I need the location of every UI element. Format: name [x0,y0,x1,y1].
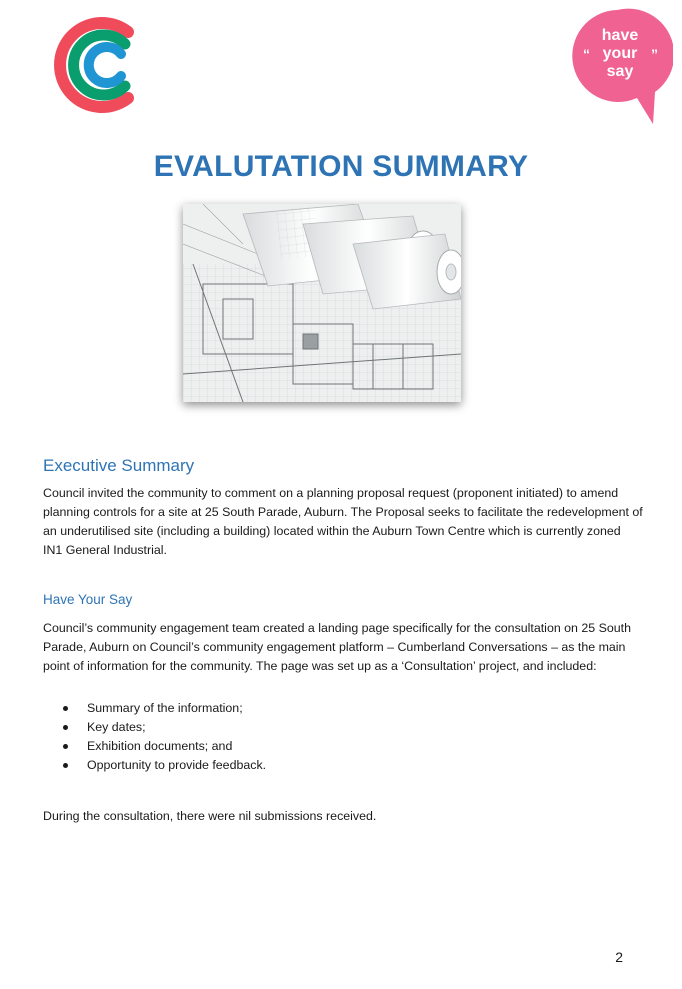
have-your-say-logo-word-2: your [602,45,638,62]
executive-summary-paragraph: Council invited the community to comment on a planning proposal request (proponent initiated) to amend planning controls for a site at 25 South Parade, Auburn. The Proposal seeks to facilitate the redevelopment of an underutilised site (including a building) located within the Auburn Town Centre which is currently zoned IN1 General Industrial. [43,486,643,557]
list-item: Summary of the information; [60,699,266,718]
executive-summary-heading: Executive Summary [43,456,195,475]
submissions-statement: During the consultation, there were nil submissions received. [43,809,377,823]
included-items-list [60,699,266,775]
page-number: 2 [615,949,623,965]
cumberland-c-logo-icon [46,14,142,116]
list-item: Exhibition documents; and [60,737,266,756]
list-item: Opportunity to provide feedback. [60,756,266,775]
page-title: EVALUTATION SUMMARY [153,150,529,183]
bullet-icon [63,706,68,711]
architectural-blueprints-image [183,204,461,402]
bullet-icon [63,744,68,749]
bullet-icon [63,763,68,768]
have-your-say-heading: Have Your Say [43,592,133,607]
have-your-say-paragraph: Council’s community engagement team created a landing page specifically for the consultation on 25 South Parade, Auburn on Council’s community engagement platform – Cumberland Conversations – as the main point of information for the community. The page was set up as a ‘Consultation’ project, and included: [43,621,631,673]
bullet-icon [63,725,68,730]
have-your-say-logo-word-3: say [606,63,634,80]
svg-text:“: “ [583,46,590,62]
have-your-say-logo-word-1: have [601,27,639,44]
have-your-say-speech-bubble-icon [567,6,673,128]
svg-text:”: ” [651,46,658,62]
list-item: Key dates; [60,718,266,737]
